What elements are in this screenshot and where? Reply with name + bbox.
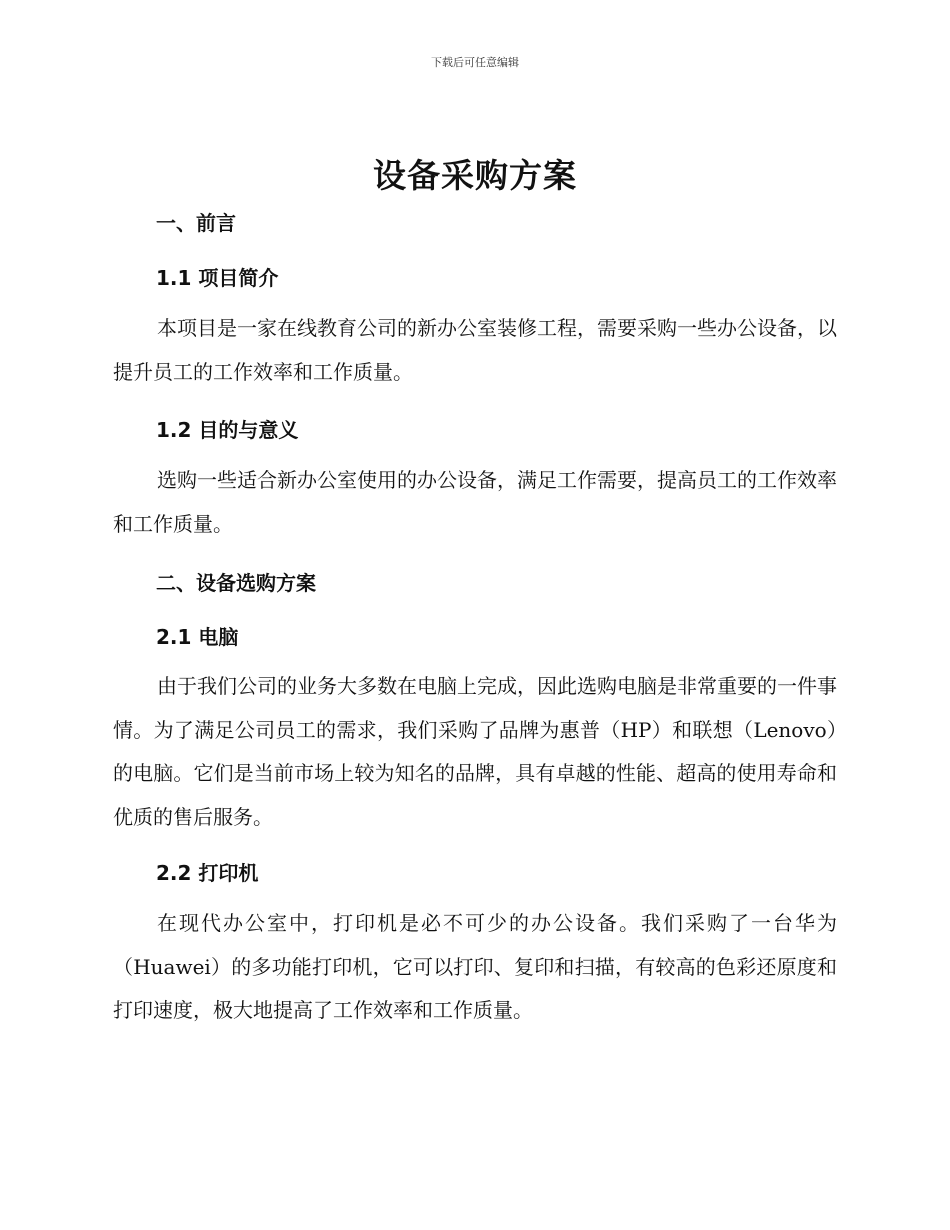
subsection-heading-2-2: 2.2 打印机 xyxy=(156,861,259,885)
header-note: 下载后可任意编辑 xyxy=(431,56,519,69)
section-heading-1: 一、前言 xyxy=(156,211,236,235)
section-heading-2: 二、设备选购方案 xyxy=(156,571,316,595)
paragraph-2-2: 在现代办公室中，打印机是必不可少的办公设备。我们采购了一台华为（Huawei）的多功能打印机，它可以打印、复印和扫描，有较高的色彩还原度和打印速度，极大地提高了工作效率和工作质量。 xyxy=(113,911,837,1022)
subsection-heading-2-1: 2.1 电脑 xyxy=(156,625,239,649)
subsection-heading-1-2: 1.2 目的与意义 xyxy=(156,418,299,442)
paragraph-2-1: 由于我们公司的业务大多数在电脑上完成，因此选购电脑是非常重要的一件事情。为了满足公司员工的需求，我们采购了品牌为惠普（HP）和联想（Lenovo）的电脑。它们是当前市场上较为知名的品牌，具有卓越的性能、超高的使用寿命和优质的售后服务。 xyxy=(113,674,837,829)
document-title: 设备采购方案 xyxy=(373,156,577,195)
paragraph-1-2: 选购一些适合新办公室使用的办公设备，满足工作需要，提高员工的工作效率和工作质量。 xyxy=(113,468,837,536)
paragraph-1-1: 本项目是一家在线教育公司的新办公室装修工程，需要采购一些办公设备，以提升员工的工作效率和工作质量。 xyxy=(113,316,837,384)
subsection-heading-1-1: 1.1 项目简介 xyxy=(156,266,279,290)
